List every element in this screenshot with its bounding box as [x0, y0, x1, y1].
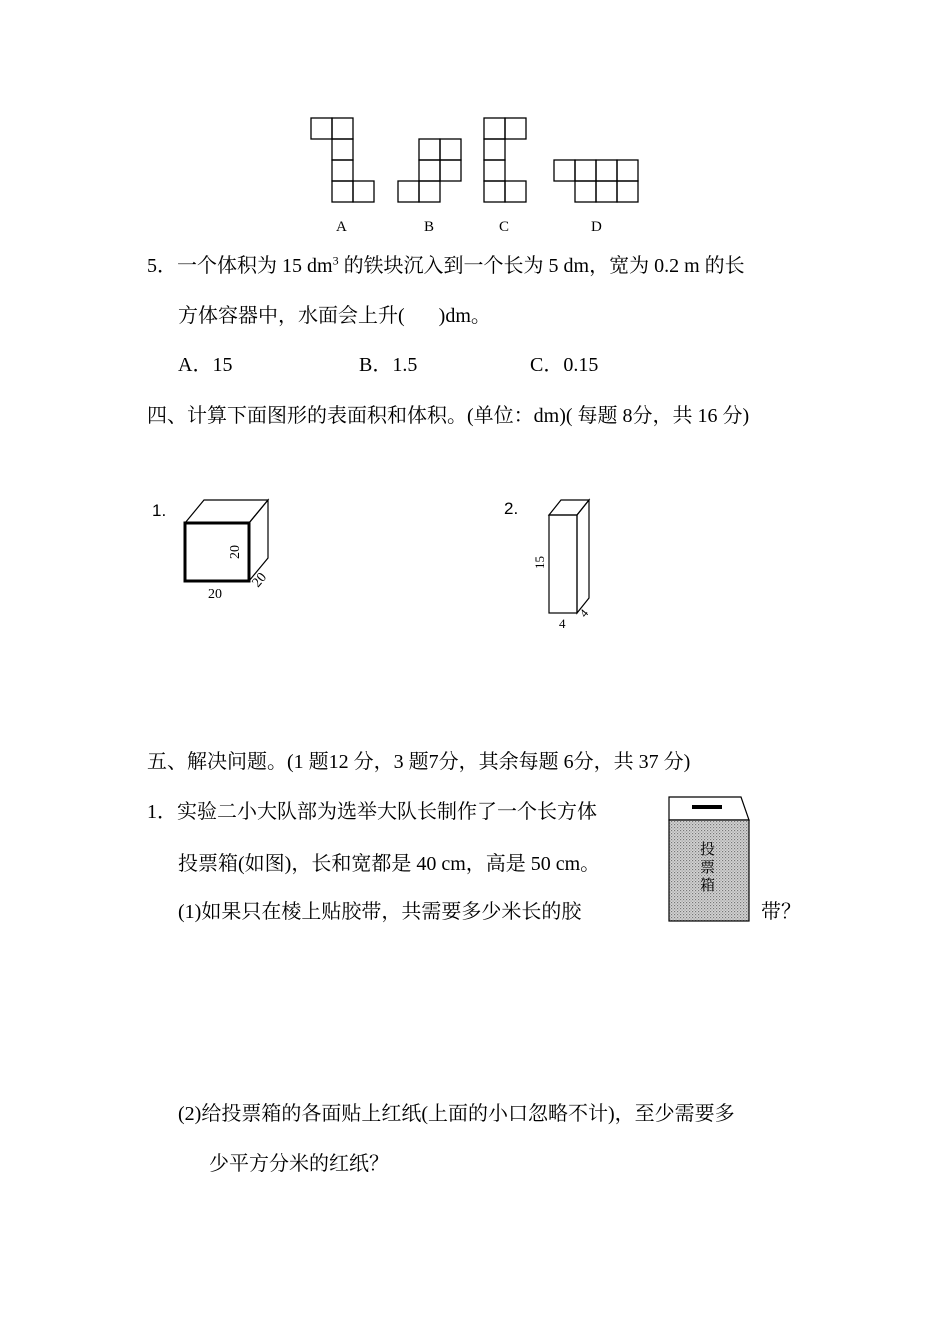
q5-line2	[178, 304, 491, 328]
cube-nets-figure	[300, 110, 650, 240]
net-label-d: D	[591, 219, 602, 235]
ballot-slot	[692, 805, 722, 809]
fig1-bottom-label: 20	[208, 587, 222, 602]
q1-sub2-line2: 少平方分米的红纸？	[209, 1153, 389, 1175]
fig2-number: 2.	[504, 499, 519, 518]
q5-line1-sup: 3	[332, 253, 339, 268]
net-label-c: C	[499, 219, 510, 235]
net-c	[484, 118, 526, 202]
cuboid-side-face	[577, 500, 589, 613]
q1-line1: 1．实验二小大队部为选举大队长制作了一个长方体	[147, 801, 597, 823]
ballot-char-1: 投	[700, 840, 716, 858]
q5-option-b: B．1.5	[359, 354, 418, 376]
fig1-side-label: 20	[228, 545, 243, 559]
q5-line1-pre: 5．一个体积为 15 dm	[147, 255, 333, 277]
net-b	[398, 139, 461, 202]
q1-line2: 投票箱(如图)，长和宽都是 40 cm，高是 50 cm。	[178, 853, 601, 875]
q5-option-a: A．15	[178, 354, 233, 376]
q5-line2-post: )dm。	[438, 305, 491, 327]
ballot-char-2: 票	[700, 858, 716, 876]
section5-title: 五、解决问题。(1 题12 分，3 题7分，其余每题 6分，共 37 分)	[147, 751, 691, 773]
cuboid-front-face	[549, 515, 577, 613]
fig2-height-label: 15	[532, 556, 547, 569]
cube-top-face	[185, 500, 268, 523]
cube-side-face	[249, 500, 268, 581]
q5-line1	[147, 254, 745, 278]
fig1-depth-label: 20	[249, 570, 271, 591]
net-label-a: A	[336, 219, 347, 235]
net-a	[311, 118, 374, 202]
cube-figure	[148, 492, 288, 607]
q1-sub1: (1)如果只在棱上贴胶带，共需要多少米长的胶	[178, 901, 582, 923]
q5-line1-post: 的铁块沉入到一个长为 5 dm，宽为 0.2 m 的长	[338, 255, 745, 277]
ballot-char-3: 箱	[700, 876, 716, 894]
fig2-bottom-label: 4	[559, 616, 566, 631]
q5-option-c: C．0.15	[530, 354, 599, 376]
section4-title: 四、计算下面图形的表面积和体积。(单位：dm)( 每题 8分，共 16 分)	[147, 405, 750, 427]
ballot-box-figure	[665, 794, 751, 924]
net-d	[554, 160, 638, 202]
fig1-number: 1.	[152, 501, 167, 520]
cuboid-figure	[498, 492, 608, 637]
fig2-depth-label: 4	[576, 606, 592, 620]
q5-line2-pre: 方体容器中，水面会上升(	[178, 305, 405, 327]
net-label-b: B	[424, 219, 435, 235]
q1-sub2-line1: (2)给投票箱的各面贴上红纸(上面的小口忽略不计)，至少需要多	[178, 1103, 735, 1125]
q1-sub1-end: 带？	[761, 901, 801, 923]
